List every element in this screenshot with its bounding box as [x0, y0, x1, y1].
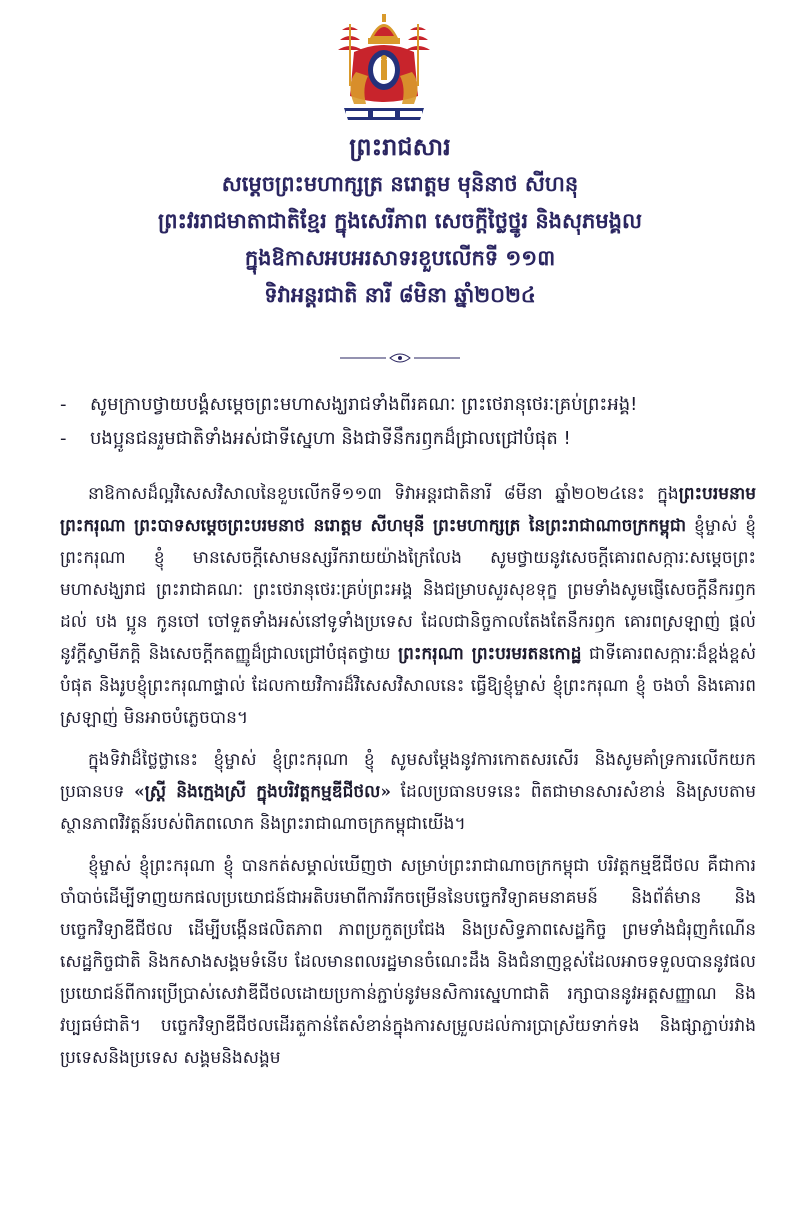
- paragraph-text: ខ្ញុំម្ចាស់ ខ្ញុំព្រះករុណា ខ្ញុំ មានសេចក្តីសោមនស្សរីករាយយ៉ាងក្រៃលែង សូមថ្វាយនូវសេចក្តីគោរពសក្ការៈសម្តេចព្រះមហាសង្ឃរាជ ព្រះរាជាគណៈ ព្រះថេរានុថេរៈគ្រប់ព្រះអង្គ និងជម្រាបសួរសុខទុក្ខ ព្រមទាំងសូមផ្ញើសេចក្តីនឹករឭកដល់ បង ប្អូន កូនចៅ ចៅទួតទាំងអស់នៅទូទាំងប្រទេស ដែលជានិច្ចកាលតែងតែនឹករឭក គោរពស្រឡាញ់ ផ្តល់នូវក្តីស្វាមីភក្តិ និងសេចក្តីកតញ្ញូដ៏ជ្រាលជ្រៅបំផុតថ្វាយ: [60, 516, 756, 664]
- occasion-line: ក្នុងឱកាសអបអរសាទរខួបលើកទី ១១៣: [244, 245, 556, 270]
- royal-coat-of-arms-icon: [336, 12, 432, 124]
- greeting-text: សូមក្រាបថ្វាយបង្គំសម្តេចព្រះមហាសង្ឃរាជទាំងពីរគណៈ ព្រះថេរានុថេរៈគ្រប់ព្រះអង្គ!: [90, 394, 638, 415]
- paragraph-text: ក្នុងទិវាដ៏ថ្លៃថ្លានេះ ខ្ញុំម្ចាស់ ខ្ញុំព្រះករុណា ខ្ញុំ សូមសម្តែងនូវការកោតសរសើរ និងសូមគាំទ្រការលើកយកប្រធានបទ: [60, 750, 756, 802]
- greetings-list: [60, 388, 760, 456]
- greeting-item: [60, 388, 760, 422]
- king-name-bold: ព្រះបរមនាម ព្រះករុណា ព្រះបាទសម្តេចព្រះបរមនាថ នរោត្តម សីហមុនី ព្រះមហាក្សត្រ នៃព្រះរាជាណាចក្រកម្ពុជា: [60, 484, 756, 536]
- message-body: [60, 478, 756, 1084]
- ornamental-divider-icon: [338, 351, 462, 365]
- list-dash: -: [60, 428, 67, 449]
- paragraph-2: [60, 744, 756, 840]
- greeting-item: [60, 422, 760, 456]
- paragraph-1: [60, 478, 756, 734]
- late-king-name-bold: ព្រះករុណា ព្រះបរមរតនកោដ្ឋ: [398, 644, 582, 664]
- list-dash: -: [60, 394, 67, 415]
- greeting-text: បងប្អូនជនរួមជាតិទាំងអស់ជាទីស្នេហា និងជាទីនឹករឭកដ៏ជ្រាលជ្រៅបំផុត !: [90, 428, 571, 449]
- theme-bold: «ស្ត្រី និងក្មេងស្រី ក្នុងបរិវត្តកម្មឌីជីថល»: [134, 782, 391, 802]
- message-title: ព្រះរាជសារ: [349, 132, 451, 161]
- date-line: ទិវាអន្តរជាតិ នារី ៨មិនា ឆ្នាំ២០២៤: [264, 282, 536, 307]
- paragraph-text: នាឱកាសដ៏ល្អវិសេសវិសាលនៃខួបលើកទី១១៣ ទិវាអន្តរជាតិនារី ៨មីនា ឆ្នាំ២០២៤នេះ ក្នុង: [88, 484, 679, 504]
- paragraph-text: ដែលប្រធានបទនេះ ពិតជាមានសារសំខាន់ និងស្របតាមស្ថានភាពវិវត្តន៍របស់ពិភពលោក និងព្រះរាជាណាចក្រកម្ពុជាយើង។: [60, 782, 756, 834]
- author-title: ព្រះវររាជមាតាជាតិខ្មែរ ក្នុងសេរីភាព សេចក្តីថ្លៃថ្នូរ និងសុភមង្គល: [158, 208, 642, 233]
- author-name: សម្តេចព្រះមហាក្សត្រ នរោត្តម មុនិនាថ សីហនុ: [221, 171, 579, 196]
- paragraph-3: [60, 850, 756, 1074]
- message-heading: [0, 128, 800, 313]
- paragraph-text: ខ្ញុំម្ចាស់ ខ្ញុំព្រះករុណា ខ្ញុំ បានកត់សម្គាល់ឃើញថា សម្រាប់ព្រះរាជាណាចក្រកម្ពុជា បរិវត្តកម្មឌីជីថល គឺជាការចាំបាច់ដើម្បីទាញយកផលប្រយោជន៍ជាអតិបរមាពីការរីកចម្រើននៃបច្ចេកវិទ្យាគមនាគមន៍ និងព័ត៌មាន និងបច្ចេកវិទ្យាឌីជីថល ដើម្បីបង្កើនផលិតភាព ភាពប្រកួតប្រជែង និងប្រសិទ្ធភាពសេដ្ឋកិច្ច ព្រមទាំងជំរុញកំណើនសេដ្ឋកិច្ចជាតិ និងកសាងសង្គមទំនើប ដែលមានពលរដ្ឋមានចំណេះដឹង និងជំនាញខ្ពស់ដែលអាចទទួលបាននូវផលប្រយោជន៍ពីការប្រើប្រាស់សេវាឌីជីថលដោយប្រកាន់ភ្ជាប់នូវមនសិការស្នេហាជាតិ រក្សាបាននូវអត្តសញ្ញាណ និងវប្បធម៌ជាតិ។ បច្ចេកវិទ្យាឌីជីថលដើរតួកាន់តែសំខាន់ក្នុងការសម្រួលដល់ការប្រាស្រ័យទាក់ទង និងផ្សាភ្ជាប់រវាងប្រទេសនិងប្រទេស សង្គមនិងសង្គម: [60, 856, 756, 1068]
- paragraph-text: ជាទីគោរពសក្ការៈដ៏ខ្ពង់ខ្ពស់បំផុត និងរូបខ្ញុំព្រះករុណាផ្ទាល់ ដែលកាយវិការដ៏វិសេសវិសាលនេះ ធ្វើឱ្យខ្ញុំម្ចាស់ ខ្ញុំព្រះករុណា ខ្ញុំ ចងចាំ និងគោរពស្រឡាញ់ មិនអាចបំភ្លេចបាន។: [60, 644, 756, 728]
